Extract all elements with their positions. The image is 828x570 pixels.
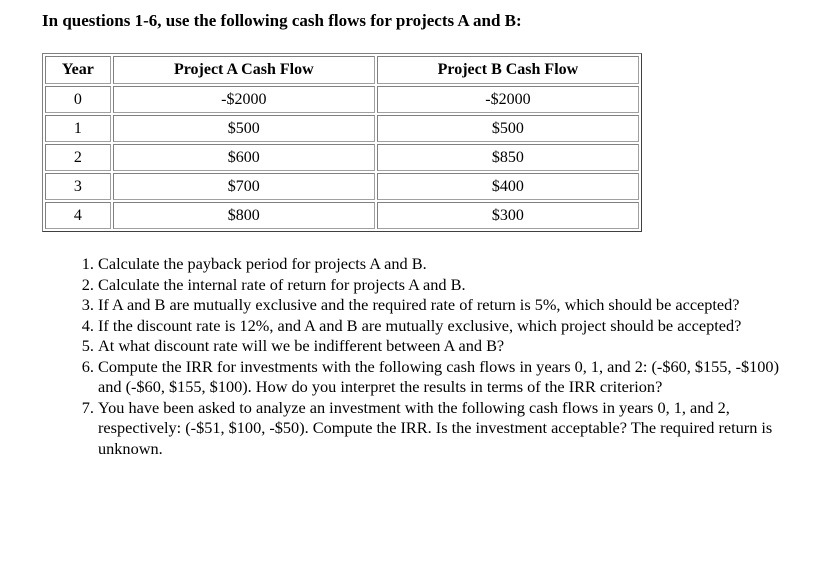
cell-project-a: $800 bbox=[113, 202, 375, 229]
cell-project-b: $850 bbox=[377, 144, 639, 171]
cell-project-a: -$2000 bbox=[113, 86, 375, 113]
question-list bbox=[72, 254, 798, 459]
header-project-b: Project B Cash Flow bbox=[377, 56, 639, 84]
question-item: 1. Calculate the payback period for projects A and B. bbox=[98, 254, 798, 275]
cell-year: 2 bbox=[45, 144, 111, 171]
cell-year: 0 bbox=[45, 86, 111, 113]
table-row bbox=[45, 202, 639, 229]
cell-project-b: $500 bbox=[377, 115, 639, 142]
cell-project-a: $700 bbox=[113, 173, 375, 200]
header-project-a: Project A Cash Flow bbox=[113, 56, 375, 84]
cell-project-b: $300 bbox=[377, 202, 639, 229]
table-row bbox=[45, 115, 639, 142]
cell-project-b: $400 bbox=[377, 173, 639, 200]
cell-project-b: -$2000 bbox=[377, 86, 639, 113]
cash-flow-table bbox=[42, 53, 642, 232]
cell-year: 4 bbox=[45, 202, 111, 229]
table-row bbox=[45, 144, 639, 171]
question-item: 5. At what discount rate will we be indifferent between A and B? bbox=[98, 336, 798, 357]
page-heading: In questions 1-6, use the following cash flows for projects A and B: bbox=[42, 11, 522, 30]
question-item: 7. You have been asked to analyze an investment with the following cash flows in years 0, 1, and 2, respectively: (-$51, $100, -$50). Compute the IRR. Is the investment acceptable? The required return is unknown. bbox=[98, 398, 798, 460]
question-item: 3. If A and B are mutually exclusive and the required rate of return is 5%, which should be accepted? bbox=[98, 295, 798, 316]
question-item: 2. Calculate the internal rate of return for projects A and B. bbox=[98, 275, 798, 296]
cell-year: 1 bbox=[45, 115, 111, 142]
question-item: 6. Compute the IRR for investments with the following cash flows in years 0, 1, and 2: (-$60, $155, -$100) and (-$60, $155, $100). How do you interpret the results in terms of the IRR criterion? bbox=[98, 357, 798, 398]
cell-project-a: $500 bbox=[113, 115, 375, 142]
header-year: Year bbox=[45, 56, 111, 84]
table-header-row bbox=[45, 56, 639, 84]
cell-project-a: $600 bbox=[113, 144, 375, 171]
table-row bbox=[45, 173, 639, 200]
cell-year: 3 bbox=[45, 173, 111, 200]
question-item: 4. If the discount rate is 12%, and A and B are mutually exclusive, which project should be accepted? bbox=[98, 316, 798, 337]
table-row bbox=[45, 86, 639, 113]
